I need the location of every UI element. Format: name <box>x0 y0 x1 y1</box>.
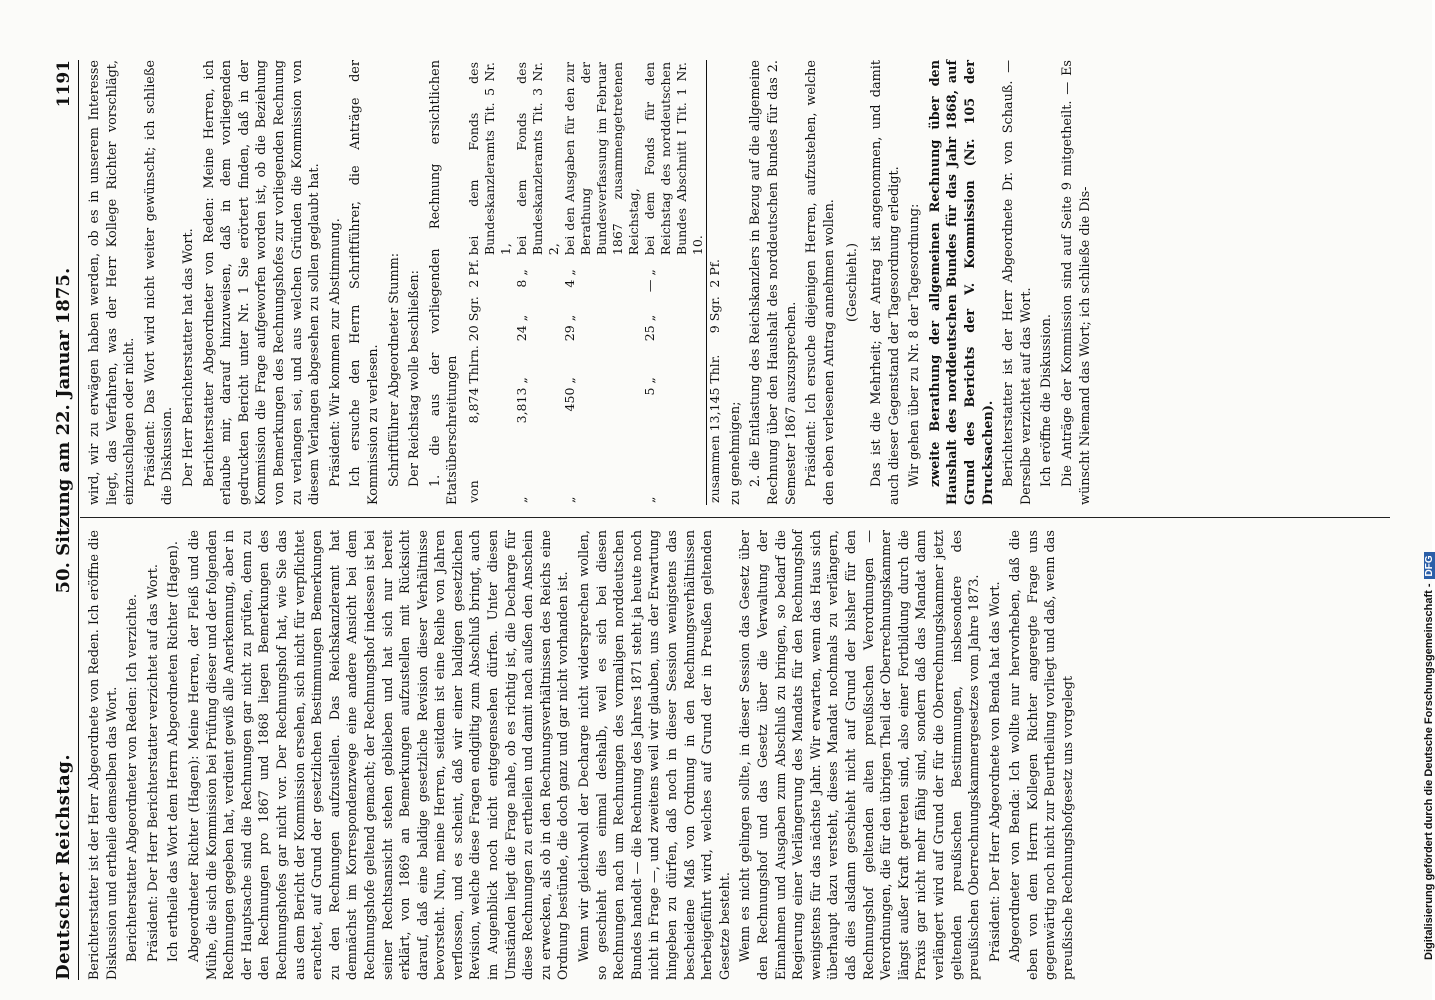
table-row <box>642 60 707 505</box>
paragraph: Der Reichstag wolle beschließen: <box>407 270 423 487</box>
amount-thaler: 450 <box>561 387 577 412</box>
left-column <box>86 530 1081 980</box>
paragraph: Wir gehen über zu Nr. 8 der Tagesordnung: <box>907 203 923 487</box>
page-number: 1191 <box>54 60 74 108</box>
amount-pfennig: 8 <box>513 279 529 288</box>
row-prefix: „ <box>513 496 529 503</box>
paragraph: Abgeordneter von Benda: Ich wollte nur hervorheben, daß die eben von dem Herrn Kollegen Richter angeregte Frage uns gegenwärtig noch nicht zur Beurtheilung vorliegt und daß, wenn das preußische Rechnungshofgesetz uns vorgelegt <box>1008 530 1077 980</box>
row-description: bei den Ausgaben für den zur Berathung der Bundesverfassung im Februar 1867 zusammengetretenen Reichstag, <box>561 62 641 256</box>
unit-groschen: „ <box>641 314 657 322</box>
paragraph: Ich eröffne die Diskussion. <box>1039 314 1055 487</box>
amount-pfennig: 4 <box>561 279 577 288</box>
paragraph: Wenn wir gleichwohl der Decharge nicht widersprechen wollen, so geschieht dies einmal deshalb, weil es sich bei diesen Rechnungen nach um Rechnungen des vormaligen norddeutschen Bundes handelt — die Rechnung des Jahres 1871 steht ja heute noch nicht in Frage —, und zweitens weil wir glauben, uns der Erwartung hingeben zu dürfen, daß noch in dieser Session wenigstens das bescheidene Maß von Ordnung in den Rechnungsverhältnissen herbeigeführt wird, welches auf Grund der in Preußen geltenden Gesetze besteht. <box>577 530 733 980</box>
paragraph: wird, wir zu erwägen haben werden, ob es in unserem Interesse liegt, das Verfahren, was der Herr Kollege Richter vorschlägt, einzuschlagen oder nicht. <box>87 60 138 505</box>
sum-row <box>706 60 723 505</box>
row-prefix: „ <box>561 496 577 503</box>
unit-groschen: „ <box>561 314 577 322</box>
amount-pfennig: — <box>641 279 657 293</box>
paragraph: Berichterstatter Abgeordneter von Reden: Meine Herren, ich erlaube mir, darauf hinzuweisen, daß in dem vorliegenden gedruckten Bericht unter Nr. 1 Sie erörtert finden, daß in der Kommission die Frage aufgeworfen worden ist, ob die Beziehung von Bemerkungen des Rechnungshofes zur vorliegenden Rechnung zu verlangen sei, und aus welchen Gründen die Kommission von diesem Verlangen abgesehen zu sollen geglaubt hat. <box>201 60 323 505</box>
digitization-text: Digitalisierung gefördert durch die Deutsche Forschungsgemeinschaft - <box>1423 583 1435 960</box>
unit-thaler: „ <box>641 377 657 384</box>
paragraph: Präsident: Ich ersuche diejenigen Herren, aufzustehen, welche den eben verlesenen Antrag annehmen wollen. <box>804 60 837 505</box>
header-session: 50. Sitzung am 22. Januar 1875. <box>53 267 74 594</box>
page-header <box>40 60 79 980</box>
paragraph: Der Herr Berichterstatter hat das Wort. <box>180 228 196 487</box>
sum-thaler: 13,145 <box>706 387 722 432</box>
paragraph: Präsident: Der Herr Berichterstatter verzichtet auf das Wort. <box>145 564 161 962</box>
expenditure-table <box>466 60 723 505</box>
list-item: 2. die Entlastung des Reichskanzlers in Bezug auf die allgemeine Rechnung über den Haushalt des norddeutschen Bundes für das 2. Semester 1867 auszusprechen. <box>748 60 799 505</box>
paragraph: Präsident: Das Wort wird nicht weiter gewünscht; ich schließe die Diskussion. <box>142 60 176 505</box>
unit-pfennig: „ <box>641 269 657 276</box>
header-publication: Deutscher Reichstag. <box>53 753 74 980</box>
digitization-note <box>1405 20 1435 980</box>
unit-groschen: „ <box>513 314 529 322</box>
paragraph: Das ist die Mehrheit; der Antrag ist angenommen, und damit auch dieser Gegenstand der Tagesordnung erledigt. <box>869 60 902 505</box>
table-row <box>562 60 642 505</box>
paragraph: Ich ertheile das Wort dem Herrn Abgeordneten Richter (Hagen). <box>166 541 182 962</box>
row-description: bei dem Fonds des Bundeskanzleramts Tit. 3 Nr. 2, <box>513 62 561 256</box>
paragraph: Wenn es nicht gelingen sollte, in dieser Session das Gesetz über den Rechnungshof und das Gesetz über die Verwaltung der Einnahmen und Ausgaben zum Abschluß zu bringen, so bedarf die Regierung einer Verlängerung des Mandats für den Rechnungshof wenigstens für das nächste Jahr. Wir erwarten, wenn das Haus sich überhaupt dazu versteht, dieses Mandat nochmals zu verlängern, daß dies alsdann geschieht nicht auf Grund der bisher für den Rechnungshof geltenden alten preußischen Verordnungen — Verordnungen, die für den übrigen Theil der Oberrechnungskammer längst außer Kraft getreten sind, also einer Fortbildung durch die Praxis gar nicht mehr fähig sind, sondern daß das Mandat dann verlängert wird auf Grund der für die Oberrechnungskammer jetzt geltenden preußischen Bestimmungen, insbesondere des preußischen Oberrechnungskammergesetzes vom Jahre 1873. <box>738 530 983 980</box>
row-description: bei dem Fonds für den Reichstag des norddeutschen Bundes Abschnitt I Tit. 1 Nr. 10. <box>641 62 705 256</box>
unit-thaler: „ <box>513 377 529 384</box>
paragraph: Präsident: Der Herr Abgeordnete von Benda hat das Wort. <box>987 581 1003 962</box>
paragraph: Berichterstatter ist der Herr Abgeordnete von Reden. Ich eröffne die Diskussion und ertheile demselben das Wort. <box>87 530 120 980</box>
unit-pfennig: Pf. <box>706 259 722 276</box>
amount-groschen: 24 <box>513 325 529 342</box>
unit-pfennig: „ <box>561 269 577 276</box>
paragraph: Abgeordneter Richter (Hagen): Meine Herren, der Fleiß und die Mühe, die sich die Kommission bei Prüfung dieser und der folgenden Rechnungen gegeben hat, verdient gewiß alle Anerkennung, aber in der Hauptsache sind die Rechnungen gar nicht zu prüfen, denn zu den Rechnungen pro 1867 und 1868 liegen Bemerkungen des Rechnungshofes gar nicht vor. Der Rechnungshof hat, wie Sie das aus dem Bericht der Kommission ersehen, sich nicht für verpflichtet erachtet, auf Grund der gesetzlichen Bestimmungen Bemerkungen zu den Rechnungen aufzustellen. Das Reichskanzleramt hat demnächst im Korrespondenzwege eine andere Ansicht bei dem Rechnungshofe geltend gemacht; der Rechnungshof indessen ist bei seiner Rechtsansicht stehen geblieben und hat sich nur bereit erklärt, von 1869 an Bemerkungen aufzustellen mit Rücksicht darauf, daß eine baldige gesetzliche Revision dieser Verhältnisse bevorsteht. Nun, meine Herren, seitdem ist eine Reihe von Jahren verflossen, und es scheint, daß wir einer baldigen gesetzlichen Revision, welche diese Fragen endgiltig zum Abschluß bringt, auch im Augenblick noch nicht entgegensehen dürfen. Unter diesen Umständen liegt die Frage nahe, ob es richtig ist, die Decharge für diese Rechnungen zu ertheilen und damit nach außen den Anschein zu erwecken, als ob in den Rechnungsverhältnissen des Reichs eine Ordnung bestünde, die doch ganz und gar nicht vorhanden ist. <box>186 530 572 980</box>
paragraph: Berichterstatter ist der Herr Abgeordnete Dr. von Schauß. — Derselbe verzichtet auf das Wort. <box>1001 60 1034 505</box>
unit-pfennig: Pf. <box>465 259 481 276</box>
paragraph: zu genehmigen; <box>727 401 743 505</box>
amount-groschen: 20 <box>465 325 481 342</box>
amount-groschen: 25 <box>641 325 657 342</box>
paragraph: Ich ersuche den Herrn Schriftführer, die Anträge der Kommission zu verlesen. <box>348 60 381 505</box>
amount-thaler: 5 <box>641 387 657 396</box>
sum-label: zusammen <box>706 435 722 503</box>
table-row <box>514 60 562 505</box>
unit-thaler: Thlr. <box>706 354 722 384</box>
unit-groschen: Sgr. <box>706 296 722 322</box>
dfg-logo: DFG <box>1424 552 1435 579</box>
sum-pfennig: 2 <box>706 279 722 288</box>
paragraph: (Geschieht.) <box>845 243 861 322</box>
paragraph: Die Anträge der Kommission sind auf Seite 9 mitgetheilt. — Es wünscht Niemand das Wort; ich schließe die Dis- <box>1059 60 1093 505</box>
rotated-page <box>30 40 1400 1000</box>
right-column <box>86 60 1097 505</box>
agenda-item: zweite Berathung der allgemeinen Rechnung über den Haushalt des norddeutschen Bundes für das Jahr 1868, auf Grund des Berichts der V. Kommission (Nr. 105 der Drucksachen). <box>927 60 996 505</box>
row-prefix: von <box>465 480 481 503</box>
list-item: 1. die aus der vorliegenden Rechnung ersichtlichen Etatsüberschreitungen <box>427 60 461 505</box>
paragraph: Präsident: Wir kommen zur Abstimmung. <box>327 218 343 487</box>
row-description: bei dem Fonds des Bundeskanzleramts Tit. 5 Nr. 1, <box>465 62 513 256</box>
sum-spacer <box>706 60 723 257</box>
paragraph: Berichterstatter Abgeordneter von Reden: Ich verzichte. <box>125 593 141 962</box>
unit-thaler: „ <box>561 377 577 384</box>
row-prefix: „ <box>641 496 657 503</box>
paragraph: Schriftführer Abgeordneter Stumm: <box>386 252 402 487</box>
sum-groschen: 9 <box>706 325 722 334</box>
amount-groschen: 29 <box>561 325 577 342</box>
table-row <box>466 60 514 505</box>
unit-groschen: Sgr. <box>465 296 481 322</box>
unit-thaler: Thlrn. <box>465 345 481 384</box>
unit-pfennig: „ <box>513 269 529 276</box>
amount-thaler: 3,813 <box>513 387 529 424</box>
column-divider <box>80 517 1390 518</box>
amount-pfennig: 2 <box>465 279 481 288</box>
amount-thaler: 8,874 <box>465 387 481 424</box>
